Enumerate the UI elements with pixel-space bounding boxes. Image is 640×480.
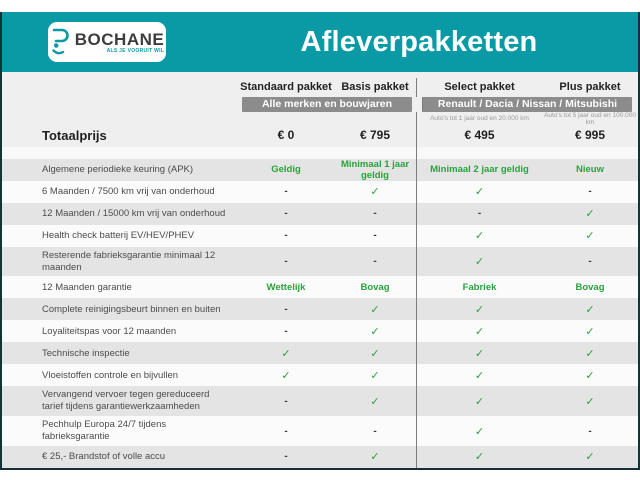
top-bar: [2, 12, 638, 72]
bochane-logo: [48, 22, 166, 62]
dash-icon: -: [373, 256, 377, 268]
check-icon: ✓: [416, 181, 542, 203]
feature-label: 12 Maanden garantie: [42, 281, 132, 293]
feature-row: [2, 159, 638, 181]
status-text: Bovag: [360, 281, 390, 293]
dash-icon: -: [284, 186, 288, 198]
feature-row: [2, 203, 638, 225]
check-icon: ✓: [370, 347, 380, 360]
price-basis: € 795: [359, 128, 391, 143]
check-icon: ✓: [370, 186, 380, 199]
feature-row: [2, 416, 638, 446]
check-icon: ✓: [416, 247, 542, 277]
check-icon: ✓: [585, 303, 595, 316]
banner-row: [2, 97, 638, 112]
dash-icon: -: [416, 203, 542, 225]
status-text: Wettelijk: [266, 281, 306, 293]
feature-label: Pechhulp Europa 24/7 tijdens fabrieksgarantie: [42, 419, 167, 443]
check-icon: ✓: [281, 347, 291, 360]
dash-icon: -: [284, 230, 288, 242]
feature-label: Vervangend vervoer tegen gereduceerd tarief tijdens garantiewerkzaamheden: [42, 389, 210, 413]
feature-row: [2, 364, 638, 386]
page-frame: [0, 12, 640, 470]
check-icon: ✓: [416, 446, 542, 468]
dash-icon: -: [588, 425, 592, 437]
feature-row: [2, 181, 638, 203]
check-icon: ✓: [585, 208, 595, 221]
check-icon: ✓: [585, 395, 595, 408]
status-text: Minimaal 2 jaar geldig: [416, 159, 542, 181]
price-standaard: € 0: [277, 128, 295, 143]
feature-label: Complete reinigingsbeurt binnen en buiten: [42, 303, 221, 315]
column-header-select: Select pakket: [416, 78, 542, 97]
dash-icon: -: [284, 303, 288, 315]
dash-icon: -: [284, 451, 288, 463]
feature-label: 12 Maanden / 15000 km vrij van onderhoud: [42, 207, 226, 219]
feature-label: Resterende fabrieksgarantie minimaal 12 maanden: [42, 249, 216, 273]
column-header-standaard: Standaard pakket: [240, 81, 332, 94]
check-icon: ✓: [370, 395, 380, 408]
status-text: Fabriek: [416, 276, 542, 298]
package-header-row: [2, 72, 638, 97]
status-text: Bovag: [575, 281, 605, 293]
note-plus: Auto's tot 5 jaar oud en 100.000 km: [544, 111, 636, 126]
column-header-plus: Plus pakket: [559, 81, 621, 94]
check-icon: ✓: [416, 320, 542, 342]
brand-name: BOCHANE: [74, 29, 165, 49]
check-icon: ✓: [416, 386, 542, 416]
feature-row: [2, 276, 638, 298]
feature-table: [2, 159, 638, 468]
check-icon: ✓: [281, 369, 291, 382]
check-icon: ✓: [416, 416, 542, 446]
check-icon: ✓: [585, 325, 595, 338]
check-icon: ✓: [370, 451, 380, 464]
dash-icon: -: [284, 395, 288, 407]
check-icon: ✓: [416, 225, 542, 247]
total-price-row: [2, 124, 638, 147]
feature-label: Technische inspectie: [42, 347, 130, 359]
feature-row: [2, 247, 638, 277]
check-icon: ✓: [416, 298, 542, 320]
dash-icon: -: [284, 425, 288, 437]
dash-icon: -: [588, 256, 592, 268]
feature-label: Vloeistoffen controle en bijvullen: [42, 369, 179, 381]
feature-row: [2, 446, 638, 468]
spacer-row: [2, 147, 638, 159]
dash-icon: -: [588, 186, 592, 198]
bochane-logo-icon: [50, 28, 70, 56]
feature-row: [2, 320, 638, 342]
feature-label: 6 Maanden / 7500 km vrij van onderhoud: [42, 185, 215, 197]
dash-icon: -: [284, 256, 288, 268]
check-icon: ✓: [585, 451, 595, 464]
status-text: Minimaal 1 jaar geldig: [340, 158, 410, 181]
banner-renault-group: Renault / Dacia / Nissan / Mitsubishi: [422, 97, 632, 112]
check-icon: ✓: [416, 342, 542, 364]
check-icon: ✓: [370, 303, 380, 316]
logo-text: [75, 31, 164, 54]
check-icon: ✓: [585, 347, 595, 360]
banner-all-brands: Alle merken en bouwjaren: [242, 97, 412, 112]
feature-label: Health check batterij EV/HEV/PHEV: [42, 229, 195, 241]
status-text: Nieuw: [576, 164, 604, 176]
status-text: Geldig: [271, 164, 301, 176]
check-icon: ✓: [585, 230, 595, 243]
dash-icon: -: [284, 208, 288, 220]
note-select: Auto's tot 1 jaar oud en 20.000 km: [416, 112, 542, 126]
feature-row: [2, 386, 638, 416]
price-plus: € 995: [574, 128, 606, 143]
feature-row: [2, 298, 638, 320]
check-icon: ✓: [370, 369, 380, 382]
price-select: € 495: [416, 124, 542, 147]
total-price-label: Totaalprijs: [42, 127, 107, 143]
brand-tagline: ALS JE VOORUIT WIL: [106, 47, 165, 54]
feature-label: Loyaliteitspas voor 12 maanden: [42, 325, 177, 337]
page-title: Afleverpakketten: [300, 25, 538, 58]
feature-label: € 25,- Brandstof of volle accu: [42, 451, 166, 463]
column-header-basis: Basis pakket: [341, 81, 409, 94]
feature-row: [2, 225, 638, 247]
check-icon: ✓: [416, 364, 542, 386]
dash-icon: -: [373, 208, 377, 220]
check-icon: ✓: [370, 325, 380, 338]
feature-row: [2, 342, 638, 364]
dash-icon: -: [284, 325, 288, 337]
feature-label: Algemene periodieke keuring (APK): [42, 163, 194, 175]
dash-icon: -: [373, 230, 377, 242]
check-icon: ✓: [585, 369, 595, 382]
dash-icon: -: [373, 425, 377, 437]
notes-row: [2, 112, 638, 124]
